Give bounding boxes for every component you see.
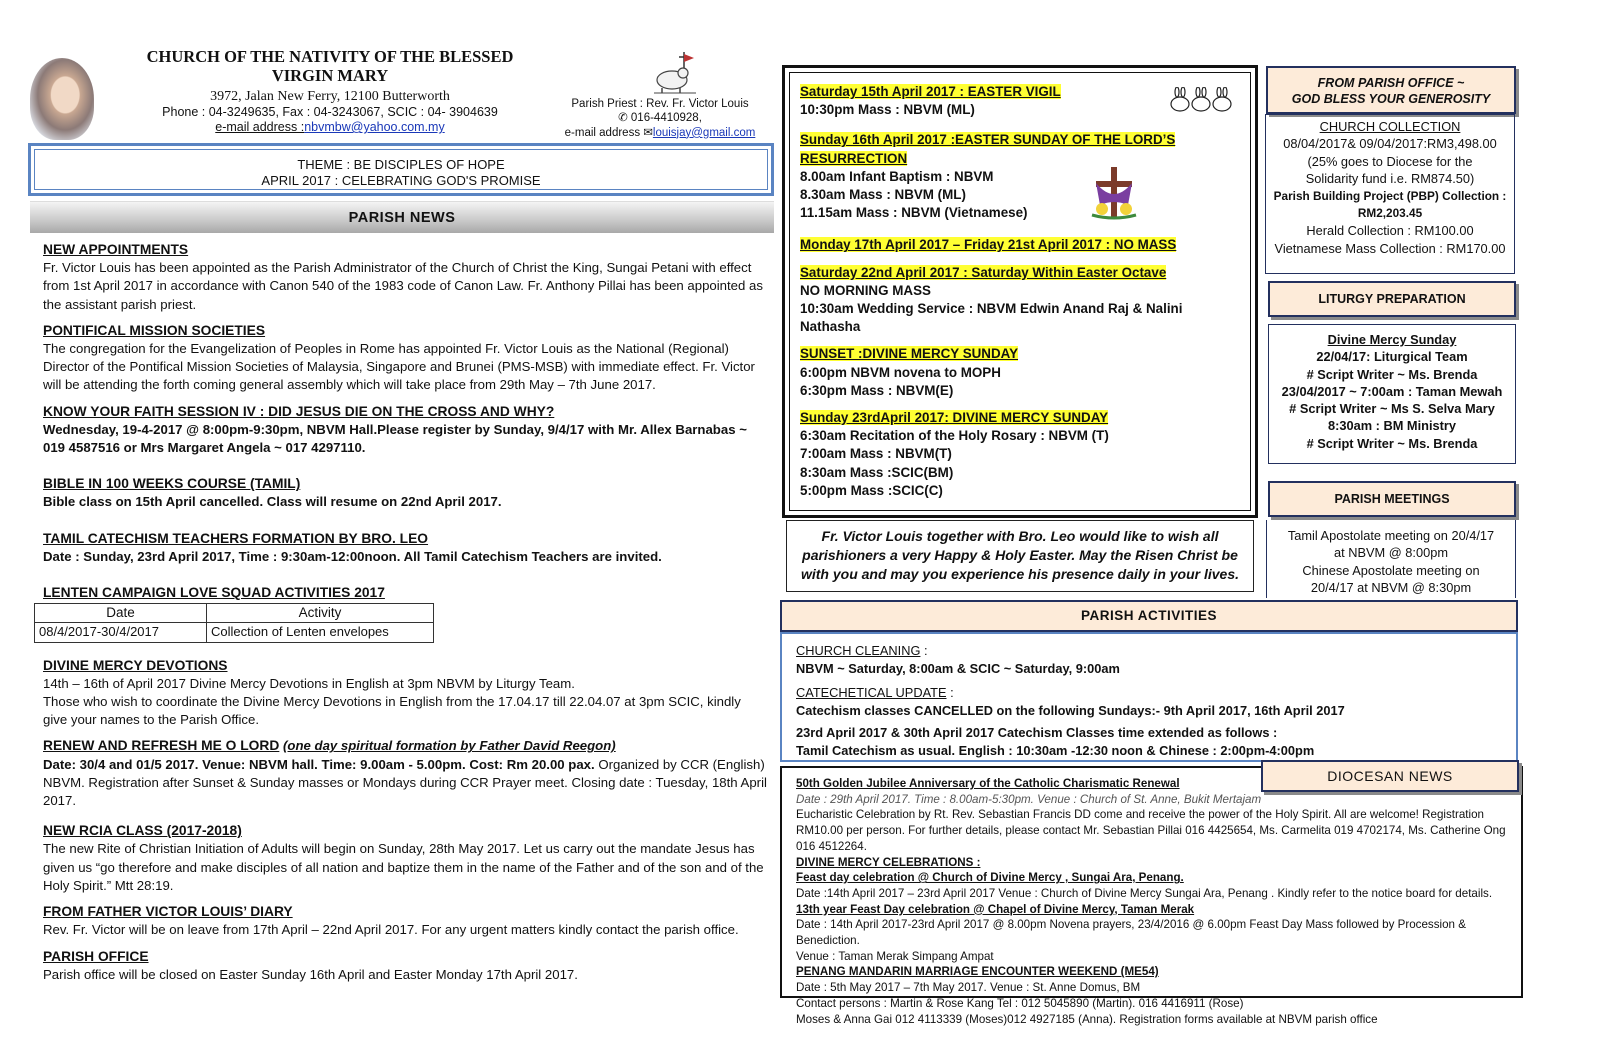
easter-sunday-entry: [800, 131, 1240, 222]
priest-phone: ✆ 016-4410928,: [618, 112, 702, 125]
renew-text: Organized by CCR (English) NBVM. Registration after Sunset & Sunday masses or Mondays during CCR Prayer meet. Closing date : Tuesday, 18th April 2017.: [43, 756, 767, 809]
mercy-devotions-section: [43, 657, 768, 730]
mercy-devotions-text2: Those who wish to coordinate the Divine Mercy Devotions in English from the 17.04.17 till 22.04.07 at 3pm SCIC, kindly give your names to the Parish Office.: [43, 694, 741, 728]
theme-month-line: APRIL 2017 : CELEBRATING GOD'S PROMISE: [261, 172, 541, 188]
catechism-section: [43, 530, 768, 566]
easter-sunday-title: Sunday 16th April 2017 :EASTER SUNDAY OF THE LORD’S: [800, 132, 1176, 148]
lenten-header-activity: Activity: [207, 604, 434, 623]
list-item: 8:30am Mass :SCIC(BM): [800, 464, 954, 480]
merak-venue: Venue : Taman Merak Simpang Ampat: [796, 949, 994, 963]
divine-mercy-sunday-entry: [800, 409, 1240, 500]
marriage-encounter-title: PENANG MANDARIN MARRIAGE ENCOUNTER WEEKEND (ME54): [796, 965, 1159, 979]
list-item: 8.30am Mass : NBVM (ML): [800, 187, 966, 203]
lenten-cell-date: 08/4/2017-30/4/2017: [35, 623, 207, 642]
theme-inner: [34, 149, 768, 190]
parish-activities-box: CHURCH CLEANING : NBVM ~ Saturday, 8:00am & SCIC ~ Saturday, 9:00am CATECHETICAL UPDATE : Catechism classes CANCELLED on the following Sundays:- 9th April 2017, 16th April 2017 23rd April 2017 & 30th April 2017 Catechism Classes time extended as follows : Tamil Catechism as usual. English : 10:30am -12:30 noon & Chinese : 2:00pm-4:00pm: [780, 632, 1518, 762]
catechetical-text: 23rd April 2017 & 30th April 2017 Catechism Classes time extended as follows :: [796, 725, 1278, 741]
faith-section: [43, 403, 768, 458]
email-prefix: e-mail address :: [215, 120, 305, 134]
collection-title: CHURCH COLLECTION: [1319, 119, 1461, 134]
priest-name: Parish Priest : Rev. Fr. Victor Louis: [571, 98, 749, 110]
appointments-section: [43, 241, 768, 314]
list-item: NO MORNING MASS: [800, 282, 931, 298]
church-email: [110, 119, 550, 136]
list-item: 10:30am Wedding Service : NBVM Edwin Anand Raj & Nalini Nathasha: [800, 301, 1183, 335]
parish-office-heading-line2: GOD BLESS YOUR GENEROSITY: [1291, 92, 1491, 106]
rcia-title: NEW RCIA CLASS (2017-2018): [43, 823, 242, 839]
theme-line: THEME : BE DISCIPLES OF HOPE: [297, 157, 505, 172]
easter-vigil-line: 10:30pm Mass : NBVM (ML): [800, 102, 975, 118]
rcia-text: The new Rite of Christian Initiation of Adults will begin on Sunday, 28th May 2017. Let us carry out the mandate Jesus has given us “go therefore and make disciples of all nation and baptize them in the name of the Father and of the son and of the Holy Spirit.” Mtt 28:19.: [43, 841, 764, 893]
no-mass-entry: [800, 236, 1240, 254]
herald-collection: Herald Collection : RM100.00: [1306, 223, 1474, 239]
feast-title: Feast day celebration @ Church of Divine Mercy , Sungai Ara, Penang.: [796, 871, 1184, 885]
parish-activities-heading: PARISH ACTIVITIES: [780, 600, 1518, 632]
collection-note: Solidarity fund i.e. RM874.50): [1305, 171, 1475, 187]
pms-text: The congregation for the Evangelization of Peoples in Rome has appointed Fr. Victor Louis as the National (Regional) Director of the Pontifical Mission Societies of Malaysia, Singapore and Brunei (PMS-MSB) with immediate effect. Fr. Victor will be attending the forth coming general assembly which will take place from 29th May – 7th June 2017.: [43, 341, 755, 393]
collection-amount: 08/04/2017& 09/04/2017:RM3,498.00: [1283, 136, 1497, 152]
merak-title: 13th year Feast Day celebration @ Chapel of Divine Mercy, Taman Merak: [796, 902, 1195, 916]
parish-news-column: [39, 241, 768, 992]
list-item: at NBVM @ 8:00pm: [1334, 545, 1448, 561]
diary-title: FROM FATHER VICTOR LOUIS’ DIARY: [43, 904, 293, 920]
list-item: # Script Writer ~ Ms S. Selva Mary: [1289, 401, 1495, 417]
list-item: 23/04/2017 ~ 7:00am : Taman Mewah: [1281, 383, 1503, 399]
church-title-line1: CHURCH OF THE NATIVITY OF THE BLESSED: [146, 47, 514, 66]
liturgy-preparation-box: [1268, 324, 1516, 464]
office-section: [43, 948, 768, 984]
list-item: Chinese Apostolate meeting on: [1302, 562, 1480, 578]
cleaning-text: NBVM ~ Saturday, 8:00am & SCIC ~ Saturday, 9:00am: [796, 661, 1120, 677]
mercy-devotions-title: DIVINE MERCY DEVOTIONS: [43, 657, 228, 673]
rcia-section: [43, 822, 768, 895]
diary-text: Rev. Fr. Victor will be on leave from 17th April – 22nd April 2017. For any urgent matters kindly contact the parish office.: [43, 922, 739, 938]
easter-schedule-box: [782, 65, 1258, 518]
church-address: 3972, Jalan New Ferry, 12100 Butterworth: [210, 89, 450, 104]
diocesan-news-box: [780, 766, 1523, 1026]
marriage-encounter-date: Date : 5th May 2017 – 7th May 2017. Venue : St. Anne Domus, BM: [796, 981, 1141, 995]
feast-text: Date :14th April 2017 – 23rd April 2017 Venue : Church of Divine Mercy Sungai Ara, Penang . Kindly refer to the notice board for details.: [796, 886, 1493, 900]
church-title: [110, 48, 550, 86]
list-item: 7:00am Mass : NBVM(T): [800, 446, 952, 462]
no-mass-title: Monday 17th April 2017 – Friday 21st April 2017 : NO MASS: [800, 237, 1177, 253]
faith-title: KNOW YOUR FAITH SESSION IV : DID JESUS DIE ON THE CROSS AND WHY?: [43, 403, 555, 419]
liturgy-preparation-heading: LITURGY PREPARATION: [1268, 281, 1516, 317]
catechism-text: Date : Sunday, 23rd April 2017, Time : 9:30am-12:00noon. All Tamil Catechism Teachers are invited.: [43, 548, 662, 564]
table-row: [35, 623, 434, 642]
parish-news-heading: PARISH NEWS: [30, 201, 774, 233]
theme-box: [28, 143, 774, 196]
list-item: 22/04/17: Liturgical Team: [1316, 349, 1468, 365]
bible-title: BIBLE IN 100 WEEKS COURSE (TAMIL): [43, 476, 301, 492]
lenten-header-date: Date: [35, 604, 207, 623]
sunset-title: SUNSET :DIVINE MERCY SUNDAY: [800, 346, 1019, 362]
renew-title: RENEW AND REFRESH ME O LORD: [43, 738, 280, 754]
mercy-devotions-text: 14th – 16th of April 2017 Divine Mercy Devotions in English at 3pm NBVM by Liturgy Team.: [43, 675, 575, 691]
divine-mercy-sunday-title: Sunday 23rdApril 2017: DIVINE MERCY SUNDAY: [800, 410, 1109, 426]
lamb-icon: [650, 50, 702, 96]
list-item: Tamil Apostolate meeting on 20/4/17: [1287, 528, 1495, 543]
appointments-text: Fr. Victor Louis has been appointed as the Parish Administrator of the Church of Christ the King, Sungai Petani with effect from 1st April 2017 in accordance with Canon 540 of the 1983 code of Canon Law. Fr. Anthony Pillai has been appointed as the assistant parish priest.: [43, 260, 763, 312]
vietnamese-collection: Vietnamese Mass Collection : RM170.00: [1274, 240, 1506, 256]
liturgy-title: Divine Mercy Sunday: [1327, 332, 1457, 347]
merak-text: Date : 14th April 2017-23rd April 2017 @ 8.00pm Novena prayers, 23/4/2016 @ 6.00pm Feast Day Mass followed by Procession & Benediction.: [796, 918, 1466, 948]
church-title-line2: VIRGIN MARY: [271, 65, 389, 85]
office-text: Parish office will be closed on Easter Sunday 16th April and Easter Monday 17th April 2017.: [43, 966, 578, 982]
mary-portrait-image: [30, 58, 94, 140]
list-item: 5:00pm Mass :SCIC(C): [800, 482, 943, 498]
renew-section: [43, 737, 768, 810]
list-item: 11.15am Mass : NBVM (Vietnamese): [800, 205, 1028, 221]
office-title: PARISH OFFICE: [43, 948, 149, 964]
marriage-encounter-contacts-2: Moses & Anna Gai 012 4113339 (Moses)012 4927185 (Anna). Registration forms available at NBVM parish office: [796, 1012, 1378, 1026]
catechetical-text: Catechism classes CANCELLED on the following Sundays:- 9th April 2017, 16th April 2017: [796, 702, 1345, 718]
jubilee-date: Date : 29th April 2017. Time : 8.00am-5:30pm. Venue : Church of St. Anne, Bukit Mertajam: [796, 792, 1262, 806]
priest-email-prefix: e-mail address ✉: [564, 126, 653, 139]
collection-note: (25% goes to Diocese for the: [1307, 153, 1473, 169]
pms-title: PONTIFICAL MISSION SOCIETIES: [43, 322, 266, 338]
catechetical-text: Tamil Catechism as usual. English : 10:30am -12:30 noon & Chinese : 2:00pm-4:00pm: [796, 743, 1315, 759]
parish-priest-info: [545, 97, 775, 140]
church-phone: Phone : 04-3249635, Fax : 04-3243067, SCIC : 04- 3904639: [162, 105, 498, 119]
list-item: # Script Writer ~ Ms. Brenda: [1306, 435, 1478, 451]
list-item: 20/4/17 at NBVM @ 8:30pm: [1310, 579, 1472, 595]
faith-text: Wednesday, 19-4-2017 @ 8:00pm-9:30pm, NBVM Hall.Please register by Sunday, 9/4/17 with Mr. Allex Barnabas ~ 019 4587516 or Mrs Margaret Angela ~ 017 4297110.: [43, 421, 747, 456]
easter-vigil-title: Saturday 15th April 2017 : EASTER VIGIL: [800, 84, 1061, 99]
bible-section: [43, 475, 768, 511]
parish-office-heading-line1: FROM PARISH OFFICE ~: [1317, 76, 1465, 90]
list-item: 6:30am Recitation of the Holy Rosary : NBVM (T): [800, 428, 1109, 444]
pms-section: [43, 322, 768, 395]
bunnies-icon: [1168, 87, 1234, 113]
lenten-cell-activity: Collection of Lenten envelopes: [207, 623, 434, 642]
easter-sunday-title-2: RESURRECTION: [800, 150, 908, 166]
lenten-section: [39, 584, 768, 643]
jubilee-title: 50th Golden Jubilee Anniversary of the Catholic Charismatic Renewal: [796, 777, 1180, 790]
lenten-table: [34, 603, 434, 642]
bible-text: Bible class on 15th April cancelled. Class will resume on 22nd April 2017.: [43, 494, 502, 510]
diary-section: [43, 903, 768, 939]
sunset-entry: [800, 345, 1240, 400]
list-item: 8.00am Infant Baptism : NBVM: [800, 168, 994, 184]
priest-email-link[interactable]: louisjay@gmail.com: [652, 126, 756, 139]
diocesan-news-heading: DIOCESAN NEWS: [1261, 760, 1519, 792]
parish-meetings-heading: PARISH MEETINGS: [1268, 481, 1516, 517]
list-item: 8:30am : BM Ministry: [1327, 418, 1456, 434]
appointments-title: NEW APPOINTMENTS: [43, 242, 189, 257]
easter-schedule-inner: [789, 72, 1251, 511]
list-item: 6:00pm NBVM novena to MOPH: [800, 364, 1001, 380]
renew-subtitle: (one day spiritual formation by Father David Reegon): [283, 738, 616, 754]
church-collection-box: [1265, 114, 1515, 274]
catechism-title: TAMIL CATECHISM TEACHERS FORMATION BY BRO. LEO: [43, 530, 429, 546]
parish-office-heading: [1266, 66, 1516, 114]
marriage-encounter-contacts: Contact persons : Martin & Rose Kang Tel : 012 5045890 (Martin). 016 4416911 (Rose): [796, 996, 1244, 1010]
list-item: # Script Writer ~ Ms. Brenda: [1306, 366, 1478, 382]
church-email-link[interactable]: nbvmbw@yahoo.com.my: [304, 120, 445, 134]
parish-meetings-box: [1266, 520, 1516, 598]
catechetical-title: CATECHETICAL UPDATE: [796, 684, 947, 700]
renew-details: Date: 30/4 and 01/5 2017. Venue: NBVM hall. Time: 9.00am - 5.00pm. Cost: Rm 20.00 pax.: [43, 756, 595, 772]
jubilee-text: Eucharistic Celebration by Rt. Rev. Sebastian Francis DD come and receive the power of the Holy Spirit. All are welcome! Registration RM10.00 per person. For further details, please contact Mr. Sebastian Pillai 016 4425654, Ms. Carmelita 019 4702174, Ms. Catherine Ong 016 4512264.: [796, 808, 1506, 853]
easter-wish-box: Fr. Victor Louis together with Bro. Leo would like to wish all parishioners a very Happy & Holy Easter. May the Risen Christ be with you and may you experience his presence daily in your lives.: [786, 520, 1254, 592]
mercy-celebrations-title: DIVINE MERCY CELEBRATIONS :: [796, 855, 981, 869]
cleaning-title: CHURCH CLEANING: [796, 643, 921, 658]
easter-octave-title: Saturday 22nd April 2017 : Saturday Within Easter Octave: [800, 264, 1167, 280]
lenten-title: LENTEN CAMPAIGN LOVE SQUAD ACTIVITIES 2017: [43, 585, 385, 601]
alleluia-cross-icon: [1082, 161, 1146, 223]
pbp-collection: Parish Building Project (PBP) Collection : RM2,203.45: [1273, 188, 1507, 221]
easter-octave-entry: [800, 264, 1240, 337]
list-item: 6:30pm Mass : NBVM(E): [800, 382, 954, 398]
